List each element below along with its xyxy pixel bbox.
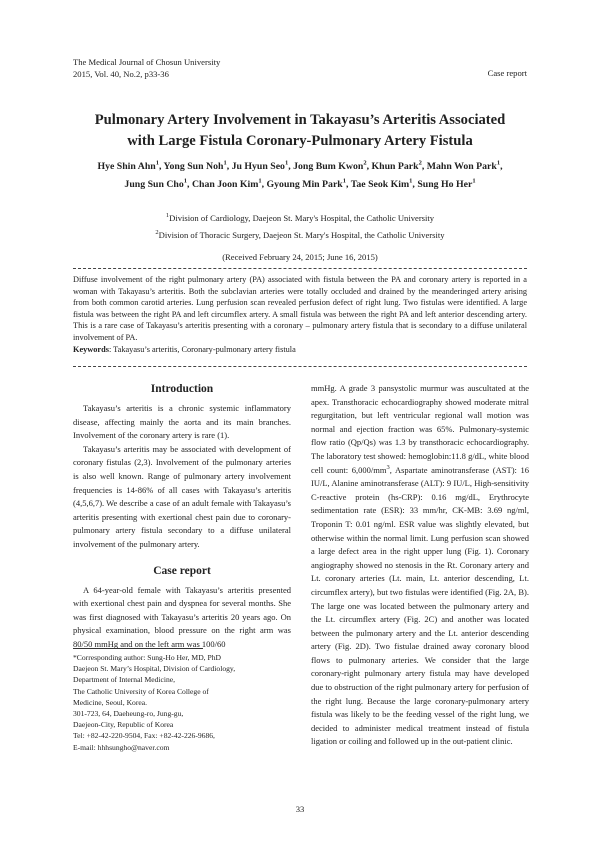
author-name: Yong Sun Noh bbox=[163, 161, 224, 172]
case-text-part-1: mmHg. A grade 3 pansystolic murmur was auscultated at the apex. Transthoracic echocardiography showed moderate mitral regurgitation, but left ventricular regional wall motion was normal and ejection fraction was 65%. Pulmonary-systemic flow ratio (Qp/Qs) was 1.3 by transthoracic echocardiography. The laboratory test showed: hemoglobin:11.8 g/dL, white blood cell count: 6,000/mm bbox=[311, 383, 529, 475]
author-line-1 bbox=[60, 158, 540, 176]
affiliation-text: Division of Cardiology, Daejeon St. Mary's Hospital, the Catholic University bbox=[169, 213, 435, 223]
author-name: Khun Park bbox=[371, 161, 419, 172]
case-paragraph-1: A 64-year-old female with Takayasu’s arteritis presented with exertional chest pain and dyspnea for several months. She was first diagnosed with Takayasu’s arteritis 20 years ago. On physical examination, blood pressure on the right arm was 80/50 mmHg and on the left arm was 100/60 bbox=[73, 584, 291, 649]
affiliation-1 bbox=[60, 210, 540, 227]
correspondence-line: Daejeon-City, Republic of Korea bbox=[73, 720, 174, 730]
case-heading: Case report bbox=[153, 564, 211, 577]
author-separator: , bbox=[346, 179, 351, 190]
abstract-top-divider bbox=[73, 268, 527, 269]
correspondence-line: Daejeon St. Mary’s Hospital, Division of Cardiology, bbox=[73, 664, 236, 674]
footnote-divider bbox=[73, 648, 203, 649]
author-name: Jung Sun Cho bbox=[124, 179, 184, 190]
abstract bbox=[73, 274, 527, 355]
affiliation-2 bbox=[60, 227, 540, 244]
page-number: 33 bbox=[295, 804, 305, 814]
affiliation-marker: 2 bbox=[155, 229, 159, 237]
journal-header bbox=[73, 56, 220, 80]
title-line-1: Pulmonary Artery Involvement in Takayasu’s Arteritis Associated bbox=[94, 112, 506, 128]
correspondence-line: *Corresponding author: Sung-Ho Her, MD, PhD bbox=[73, 653, 221, 662]
author-affiliation-marker: 2 bbox=[418, 159, 422, 167]
author-affiliation-marker: 1 bbox=[496, 159, 501, 167]
author-affiliation-marker: 1 bbox=[472, 177, 476, 185]
correspondence-line: Department of Internal Medicine, bbox=[73, 675, 176, 685]
affiliation-marker: 1 bbox=[165, 212, 170, 220]
case-paragraph-continued bbox=[311, 382, 529, 749]
author-line-2 bbox=[60, 176, 540, 194]
correspondence-line: Medicine, Seoul, Korea. bbox=[73, 697, 148, 707]
correspondence-line: The Catholic University of Korea College of bbox=[73, 686, 209, 696]
author-affiliation-marker: 1 bbox=[342, 177, 346, 185]
author-separator: , bbox=[366, 161, 372, 172]
journal-name: The Medical Journal of Chosun University bbox=[73, 57, 221, 67]
author-name: Chan Joon Kim bbox=[191, 179, 259, 190]
keywords bbox=[73, 344, 527, 356]
author-affiliation-marker: 1 bbox=[258, 177, 262, 185]
author-separator: , bbox=[421, 161, 427, 172]
author-name: Gyoung Min Park bbox=[266, 179, 343, 190]
author-list bbox=[60, 158, 540, 194]
author-separator: , bbox=[261, 179, 267, 190]
affiliation-text: Division of Thoracic Surgery, Daejeon St. Mary's Hospital, the Catholic University bbox=[158, 230, 445, 240]
intro-paragraph-2: Takayasu’s arteritis may be associated with development of coronary fistulas (2,3). Involvement of the pulmonary arteries is also well known. Range of pulmonary artery involvement frequencies is 14-86% of all cases with Takayasu’s arteritis (4,5,6,7). We describe a case of an adult female with Takayasu’s arteritis presenting with exertional chest pain due to coronary-pulmonary artery fistula secondary to a diffuse unilateral involvement of the pulmonary artery. bbox=[73, 443, 291, 549]
author-affiliation-marker: 1 bbox=[183, 177, 188, 185]
affiliations bbox=[60, 210, 540, 244]
author-name: Mahn Won Park bbox=[426, 161, 497, 172]
author-affiliation-marker: 1 bbox=[409, 177, 413, 185]
received-dates: (Received February 24, 2015; June 16, 2015) bbox=[222, 252, 378, 262]
keywords-label: Keywords bbox=[73, 344, 109, 354]
correspondence-note bbox=[73, 652, 291, 753]
journal-citation: 2015, Vol. 40, No.2, p33-36 bbox=[73, 69, 169, 79]
author-affiliation-marker: 1 bbox=[155, 159, 159, 167]
correspondence-line: E-mail: hhhsungho@naver.com bbox=[73, 742, 170, 752]
author-name: Sung Ho Her bbox=[417, 179, 473, 190]
keywords-text: : Takayasu’s arteritis, Coronary-pulmonary artery fistula bbox=[108, 344, 296, 354]
case-text-part-2: , Aspartate aminotransferase (AST): 16 IU/L, Alanine aminotransferase (ALT): 9 IU/L, High-sensitivity C-reactive protein (hs-CRP): 0.16 mg/dL, Erythrocyte sedimentation rate (ESR): 33 mm/hr, CK-MB: 3.69 ng/ml, Troponin T: 0.01 ng/ml. ESR value was slightly elevated, but otherwise within the normal limit. Lung perfusion scan showed a large defect area in the right upper lung (Fig. 1). Coronary angiography showed no stenosis in the Rt. Coronary artery and Lt. coronary arteries (Lt. main, Lt. anterior descending, Lt. circumflex artery), but two fistulas were identified (Fig. 2A, B). The large one was located between the pulmonary artery and the Lt. circumflex artery (Fig. 2C) and another was located between the pulmonary artery and the Lt. anterior descending artery (Fig. 2D). Two fistulae drained away coronary blood flows to pulmonary arteries. We consider that the large coronary-right pulmonary artery fistula may have developed due to obstruction of the right pulmonary artery for perfusion of the right lung. Because the large coronary-pulmonary artery fistula was likely to be the feeding vessel of the right lung, we decided to administer medical treatment instead of fistula ligation or coiling and followed up in the out-patient clinic. bbox=[311, 464, 529, 747]
intro-heading: Introduction bbox=[150, 383, 214, 395]
author-separator: , bbox=[226, 161, 232, 172]
right-column bbox=[311, 382, 529, 749]
author-separator: , bbox=[288, 161, 294, 172]
article-type: Case report bbox=[487, 68, 527, 78]
author-affiliation-marker: 1 bbox=[284, 159, 289, 167]
author-affiliation-marker: 1 bbox=[223, 159, 227, 167]
title-line-2: with Large Fistula Coronary-Pulmonary Artery Fistula bbox=[127, 133, 473, 149]
author-name: Jong Bum Kwon bbox=[293, 161, 364, 172]
intro-paragraph-1: Takayasu’s arteritis is a chronic systemic inflammatory disease, affecting mainly the aorta and its main branches. Involvement of the coronary artery is rare (1). bbox=[73, 403, 291, 441]
article-title bbox=[60, 110, 540, 152]
author-separator: , bbox=[158, 161, 164, 172]
abstract-bottom-divider bbox=[73, 366, 527, 367]
correspondence-line: 301-723, 64, Daeheung-ro, Jung-gu, bbox=[73, 709, 184, 719]
author-separator: , bbox=[187, 179, 192, 190]
author-name: Tae Seok Kim bbox=[350, 179, 410, 190]
author-affiliation-marker: 2 bbox=[363, 159, 367, 167]
author-separator: , bbox=[500, 161, 503, 172]
author-name: Ju Hyun Seo bbox=[231, 161, 285, 172]
author-name: Hye Shin Ahn bbox=[97, 161, 156, 172]
unit-superscript: 3 bbox=[386, 463, 390, 471]
abstract-text: Diffuse involvement of the right pulmonary artery (PA) associated with fistula between the PA and coronary artery is reported in a woman with Takayasu’s arteritis. Both the subclavian arteries were totally occluded and drained by the meanderinged artery arising from both common carotid arteries. Lung perfusion scan revealed perfusion defect of right lung. Two fistulas were identified. A large fistula was between the right PA and left circumflex artery. A small fistula was between the right PA and left anterior descending artery. This is a rare case of Takayasu’s arteritis presenting with a coronary – pulmonary artery fistula that is secondary to a diffuse unilateral involvement of PA. bbox=[73, 275, 527, 342]
left-column bbox=[73, 382, 291, 652]
correspondence-line: Tel: +82-42-220-9504, Fax: +82-42-226-9686, bbox=[73, 731, 215, 741]
author-separator: , bbox=[412, 179, 418, 190]
